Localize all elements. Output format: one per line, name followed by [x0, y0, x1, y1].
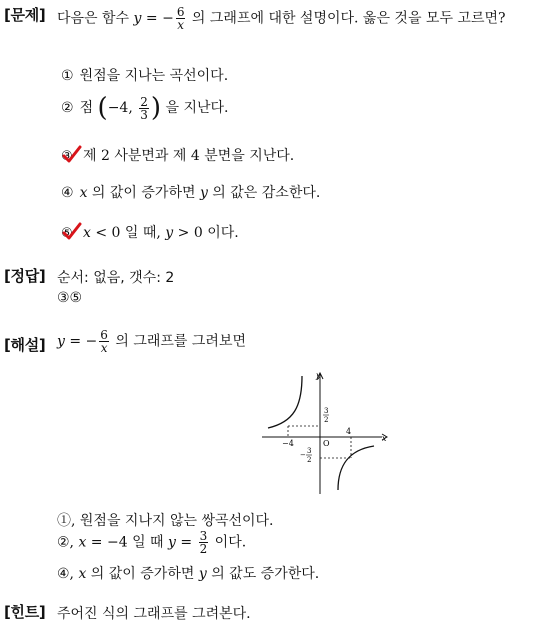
option-5-marker: ⑤: [61, 226, 73, 241]
problem-question: [57, 6, 506, 31]
note-3-prefix: ④,: [57, 566, 79, 582]
note-2: [57, 530, 246, 555]
note-2-eq: =: [175, 534, 197, 551]
note-2-var-y: y: [168, 534, 176, 551]
x-axis-label: x: [382, 434, 387, 443]
question-frac-den: x: [177, 18, 185, 32]
option-2-frac-den: 3: [140, 107, 148, 122]
note-3-text: 의 값이 증가하면: [86, 566, 199, 582]
pos4-label: 4: [346, 427, 352, 436]
explanation-frac-den: x: [100, 341, 108, 355]
option-4-text-end: 의 값은 감소한다.: [207, 185, 321, 201]
question-frac-num: 6: [176, 5, 185, 19]
answer-value: ③⑤: [57, 290, 83, 306]
option-2-marker: ②: [61, 100, 74, 116]
note-2-prefix: ②,: [57, 534, 79, 551]
option-1[interactable]: [61, 65, 228, 85]
question-fraction: [176, 6, 186, 31]
option-5-var-x: x: [83, 225, 91, 241]
option-2-frac-num: 2: [140, 94, 148, 109]
question-text: 다음은 함수: [57, 10, 134, 27]
note-1: ①, 원점을 지나지 않는 쌍곡선이다.: [57, 513, 274, 529]
option-2-point-x: −4,: [107, 100, 138, 116]
hint-tag: [힌트]: [4, 603, 46, 621]
option-5-var-y: y: [165, 225, 174, 241]
option-3-marker: ③: [61, 149, 73, 164]
origin-label: O: [323, 439, 330, 448]
explanation-fraction: [99, 329, 109, 354]
neg-y-num: 3: [307, 447, 312, 455]
option-4-text: 의 값이 증가하면: [87, 185, 200, 201]
hyperbola-branch-q2: [268, 376, 302, 428]
option-1-marker: ①: [61, 68, 74, 84]
option-2-text: 점: [79, 100, 98, 116]
explanation-eq: = −: [64, 333, 98, 350]
option-4[interactable]: [61, 182, 320, 202]
hyperbola-graph: [258, 366, 394, 496]
neg-y-sign: −: [300, 451, 306, 459]
note-2-frac-den: 2: [199, 542, 208, 556]
problem-tag: [문제]: [4, 6, 46, 24]
note-2-frac-num: 3: [199, 529, 208, 543]
note-3-var-x: x: [78, 566, 87, 582]
explanation-text: 의 그래프를 그려보면: [110, 333, 247, 350]
hyperbola-branch-q4: [338, 446, 374, 490]
y-axis-label: y: [316, 371, 321, 380]
note-3: [57, 563, 319, 583]
explanation-tag: [해설]: [4, 336, 46, 354]
option-4-var-y: y: [199, 185, 208, 201]
note-3-text-end: 의 값도 증가한다.: [206, 566, 320, 582]
answer-line: 순서: 없음, 갯수: 2: [57, 270, 175, 286]
option-1-text: 원점을 지나는 곡선이다.: [79, 68, 229, 84]
option-3-text: 제 2 사분면과 제 4 분면을 지난다.: [83, 148, 295, 164]
answer-tag: [정답]: [4, 267, 46, 285]
explanation-equation: [57, 329, 246, 354]
question-eq: = −: [141, 10, 174, 27]
note-2-fraction: [199, 530, 209, 555]
option-4-marker: ④: [61, 185, 74, 201]
question-var: y: [133, 10, 142, 27]
option-2-fraction: [139, 96, 149, 121]
question-text-end: 의 그래프에 대한 설명이다. 옳은 것을 모두 고르면?: [187, 10, 506, 27]
check-mark-icon: [61, 224, 81, 242]
option-5[interactable]: [61, 222, 239, 242]
option-3[interactable]: [61, 145, 294, 165]
option-4-var-x: x: [79, 185, 88, 201]
option-5-text: < 0 일 때,: [90, 225, 166, 241]
note-3-var-y: y: [198, 566, 207, 582]
hint-text: 주어진 식의 그래프를 그려본다.: [57, 606, 251, 622]
explanation-var: y: [57, 333, 65, 350]
note-2-text: = −4 일 때: [86, 534, 169, 551]
left-paren: (: [97, 93, 108, 123]
neg4-label: −4: [282, 439, 294, 448]
note-2-var-x: x: [78, 534, 87, 551]
check-mark-icon: [61, 147, 81, 165]
note-2-text-end: 이다.: [210, 534, 247, 551]
pos-y-num: 3: [324, 407, 329, 415]
pos-y-den: 2: [324, 416, 329, 424]
right-paren: ): [150, 93, 162, 123]
neg-y-den: 2: [307, 456, 312, 464]
explanation-frac-num: 6: [100, 328, 108, 342]
option-2-text-end: 을 지난다.: [161, 100, 229, 116]
option-5-text-end: > 0 이다.: [173, 225, 239, 241]
option-2[interactable]: [61, 93, 229, 123]
